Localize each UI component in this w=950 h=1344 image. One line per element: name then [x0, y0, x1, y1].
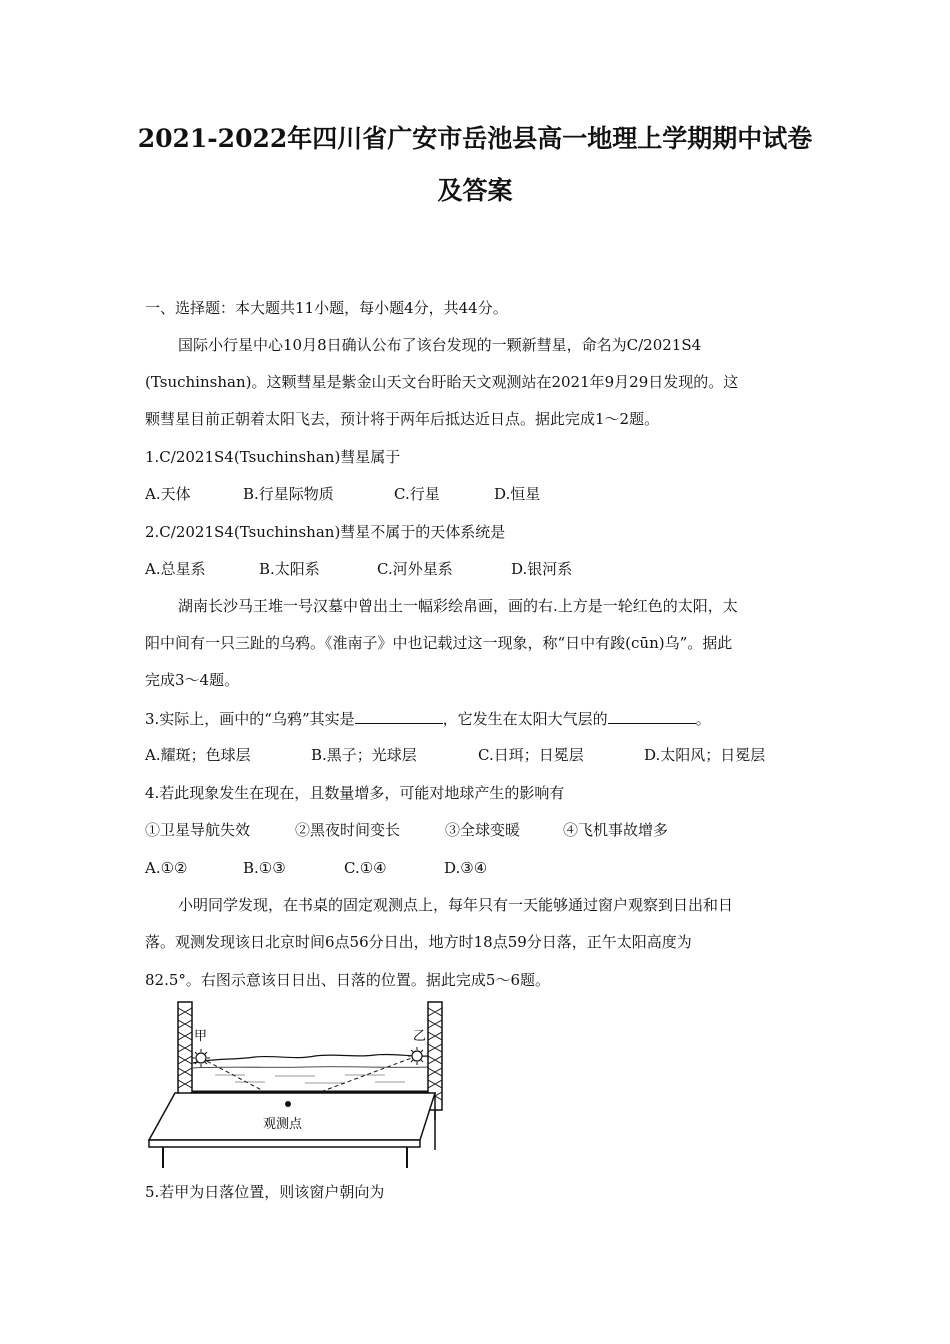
q3-blank-1 [355, 707, 443, 724]
q3-option-c: C.日珥；日冕层 [478, 746, 584, 764]
q2-options [145, 558, 572, 580]
observation-point-marker [285, 1101, 291, 1107]
passage1-line3: 颗彗星目前正朝着太阳飞去，预计将于两年后抵达近日点。据此完成1～2题。 [145, 410, 660, 428]
q4-option-a: A.①② [145, 859, 188, 877]
q4-items [145, 819, 668, 841]
q4-option-c: C.①④ [344, 859, 387, 877]
passage3-line1: 小明同学发现，在书桌的固定观测点上，每年只有一天能够通过窗户观察到日出和日 [178, 896, 734, 914]
q3-blank-2 [608, 707, 696, 724]
passage2-line2: 阳中间有一只三趾的乌鸦。《淮南子》中也记载过这一现象，称“日中有踆(cūn)乌”。据此 [145, 634, 733, 652]
passage3-line3: 82.5°。右图示意该日日出、日落的位置。据此完成5～6题。 [145, 971, 550, 989]
q3-option-d: D.太阳风；日冕层 [644, 746, 766, 764]
q1-options [145, 483, 540, 505]
q1-stem: 1.C/2021S4(Tsuchinshan)彗星属于 [145, 448, 401, 466]
q2-stem: 2.C/2021S4(Tsuchinshan)彗星不属于的天体系统是 [145, 523, 506, 541]
q3-stem-part2: ，它发生在太阳大气层的 [442, 710, 608, 728]
passage2-line3: 完成3～4题。 [145, 671, 240, 689]
q1-option-d: D.恒星 [494, 485, 541, 503]
q1-option-b: B.行星际物质 [243, 485, 334, 503]
q2-option-a: A.总星系 [145, 560, 206, 578]
doc-title-line2: 及答案 [437, 176, 513, 205]
horizon-landscape [193, 1054, 428, 1083]
label-jia: 甲 [194, 1029, 208, 1044]
q4-item-4: ④飞机事故增多 [563, 821, 669, 839]
passage1-line2: (Tsuchinshan)。这颗彗星是紫金山天文台盱眙天文观测站在2021年9月29日发现的。这 [145, 373, 739, 391]
window-observation-figure [145, 1000, 450, 1170]
passage1-line1: 国际小行星中心10月8日确认公布了该台发现的一颗新彗星，命名为C/2021S4 [178, 336, 702, 354]
q2-option-b: B.太阳系 [259, 560, 320, 578]
q3-option-a: A.耀斑；色球层 [145, 746, 251, 764]
q2-option-d: D.银河系 [511, 560, 573, 578]
passage3-line2: 落。观测发现该日北京时间6点56分日出，地方时18点59分日落，正午太阳高度为 [145, 933, 692, 951]
q2-option-c: C.河外星系 [377, 560, 453, 578]
q4-option-d: D.③④ [444, 859, 488, 877]
q3-stem [145, 707, 711, 730]
q1-option-a: A.天体 [145, 485, 191, 503]
label-yi: 乙 [413, 1029, 427, 1044]
label-observation-point: 观测点 [263, 1117, 303, 1132]
sun-jia-icon [192, 1049, 210, 1067]
q4-stem: 4.若此现象发生在现在，且数量增多，可能对地球产生的影响有 [145, 784, 565, 802]
q4-option-b: B.①③ [243, 859, 286, 877]
right-window-frame [428, 1002, 442, 1150]
q4-options [145, 857, 487, 879]
q3-option-b: B.黑子；光球层 [311, 746, 417, 764]
q1-option-c: C.行星 [394, 485, 440, 503]
sun-yi-icon [408, 1047, 426, 1065]
q4-item-1: ①卫星导航失效 [145, 821, 251, 839]
q4-item-2: ②黑夜时间变长 [295, 821, 401, 839]
q3-stem-part3: 。 [695, 710, 711, 728]
q3-stem-part1: 3.实际上，画中的“乌鸦”其实是 [145, 710, 355, 728]
q4-item-3: ③全球变暖 [445, 821, 521, 839]
doc-title-line1: 2021-2022年四川省广安市岳池县高一地理上学期期中试卷 [137, 124, 813, 153]
q5-stem: 5.若甲为日落位置，则该窗户朝向为 [145, 1183, 385, 1201]
passage2-line1: 湖南长沙马王堆一号汉墓中曾出土一幅彩绘帛画，画的右.上方是一轮红色的太阳，太 [178, 597, 738, 615]
q3-options [145, 744, 765, 766]
section-heading: 一、选择题：本大题共11小题，每小题4分，共44分。 [145, 299, 508, 317]
